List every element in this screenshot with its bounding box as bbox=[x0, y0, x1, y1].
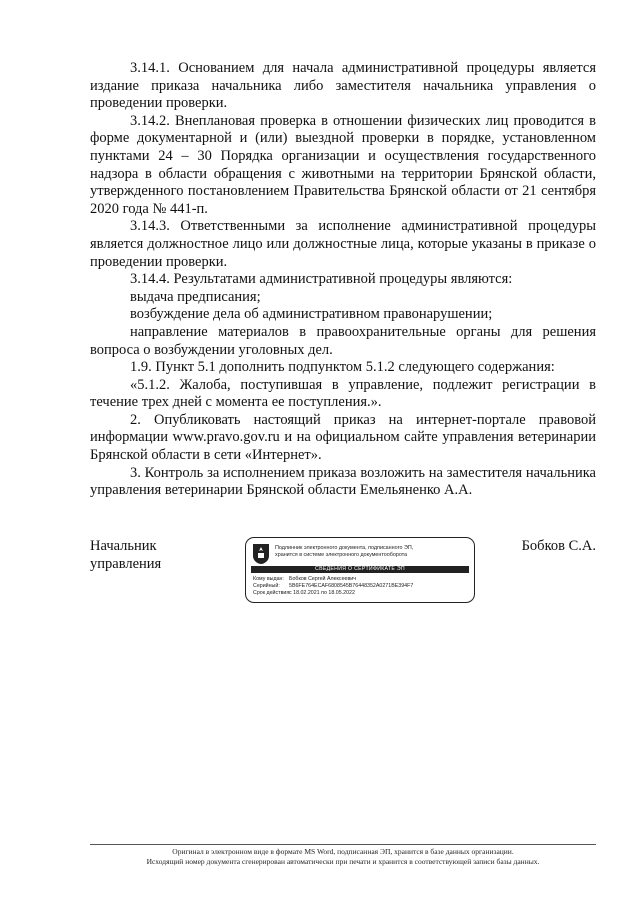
stamp-row-value: 5B6FE764ECAF6808545B76448352A0271BE394F7 bbox=[289, 583, 414, 589]
paragraph-5-1-2: «5.1.2. Жалоба, поступившая в управление, подлежит регистрации в течение трех дней с момента ее поступления.». bbox=[90, 376, 596, 411]
stamp-row-key: Серийный: bbox=[253, 583, 280, 589]
stamp-header bbox=[275, 545, 413, 558]
document-body bbox=[90, 60, 596, 500]
page-footer bbox=[90, 847, 596, 867]
coat-of-arms-icon bbox=[252, 543, 270, 565]
signer-position bbox=[90, 538, 161, 573]
stamp-row-value: Бобков Сергей Алексеевич bbox=[289, 576, 356, 582]
paragraph-3-14-4: 3.14.4. Результатами административной процедуры являются: bbox=[130, 271, 513, 288]
stamp-certificate-bar: СВЕДЕНИЯ О СЕРТИФИКАТЕ ЭП bbox=[251, 566, 469, 573]
signer-position-line1: Начальник bbox=[90, 538, 157, 554]
stamp-header-line2: хранится в системе электронного документооборота bbox=[275, 551, 408, 558]
stamp-row-key: Срок действия: bbox=[253, 590, 291, 596]
footer-line1: Оригинал в электронном виде в формате MS Word, подписанная ЭП, хранится в базе данных организации. bbox=[172, 847, 514, 856]
stamp-row-value: с 18.02.2021 по 18.05.2022 bbox=[289, 590, 355, 596]
paragraph-3-14-2: 3.14.2. Внеплановая проверка в отношении физических лиц проводится в форме документарной и (или) выездной проверки в порядке, установленном пунктами 24 – 30 Порядка организации и осуществления государственного надзора в области обращения с животными на территории Брянской области, утвержденного постановлением Правительства Брянской области от 21 сентября 2020 года № 441-п. bbox=[90, 112, 596, 217]
stamp-certificate-details bbox=[253, 576, 413, 597]
list-item-materials: направление материалов в правоохранительные органы для решения вопроса о возбуждении уголовных дел. bbox=[90, 323, 596, 358]
stamp-row-owner bbox=[253, 576, 413, 583]
paragraph-1-9: 1.9. Пункт 5.1 дополнить подпунктом 5.1.2 следующего содержания: bbox=[130, 359, 555, 376]
list-item-order: выдача предписания; bbox=[130, 288, 261, 305]
stamp-row-serial bbox=[253, 583, 413, 590]
stamp-row-key: Кому выдан: bbox=[253, 576, 284, 582]
footer-divider bbox=[90, 844, 596, 845]
paragraph-3-14-3: 3.14.3. Ответственными за исполнение административной процедуры является должностное лицо или должностные лица, которые указаны в приказе о проведении проверки. bbox=[90, 218, 596, 270]
paragraph-2: 2. Опубликовать настоящий приказ на интернет-портале правовой информации www.pravo.gov.ru и на официальном сайте управления ветеринарии Брянской области в сети «Интернет». bbox=[90, 411, 596, 464]
stamp-row-validity bbox=[253, 590, 413, 597]
signer-name: Бобков С.А. bbox=[521, 538, 596, 554]
paragraph-3: 3. Контроль за исполнением приказа возложить на заместителя начальника управления ветеринарии Брянской области Емельяненко А.А. bbox=[90, 464, 596, 499]
paragraph-3-14-1: 3.14.1. Основанием для начала административной процедуры является издание приказа начальника либо заместителя начальника управления о проведении проверки. bbox=[90, 60, 596, 112]
footer-line2: Исходящий номер документа сгенерирован автоматически при печати и хранится в соответствующей записи базы данных. bbox=[146, 857, 540, 866]
electronic-signature-stamp bbox=[245, 537, 475, 603]
list-item-case: возбуждение дела об административном правонарушении; bbox=[130, 306, 493, 323]
signer-position-line2: управления bbox=[90, 555, 162, 572]
stamp-header-line1: Подлинник электронного документа, подписанного ЭП, bbox=[275, 545, 414, 551]
